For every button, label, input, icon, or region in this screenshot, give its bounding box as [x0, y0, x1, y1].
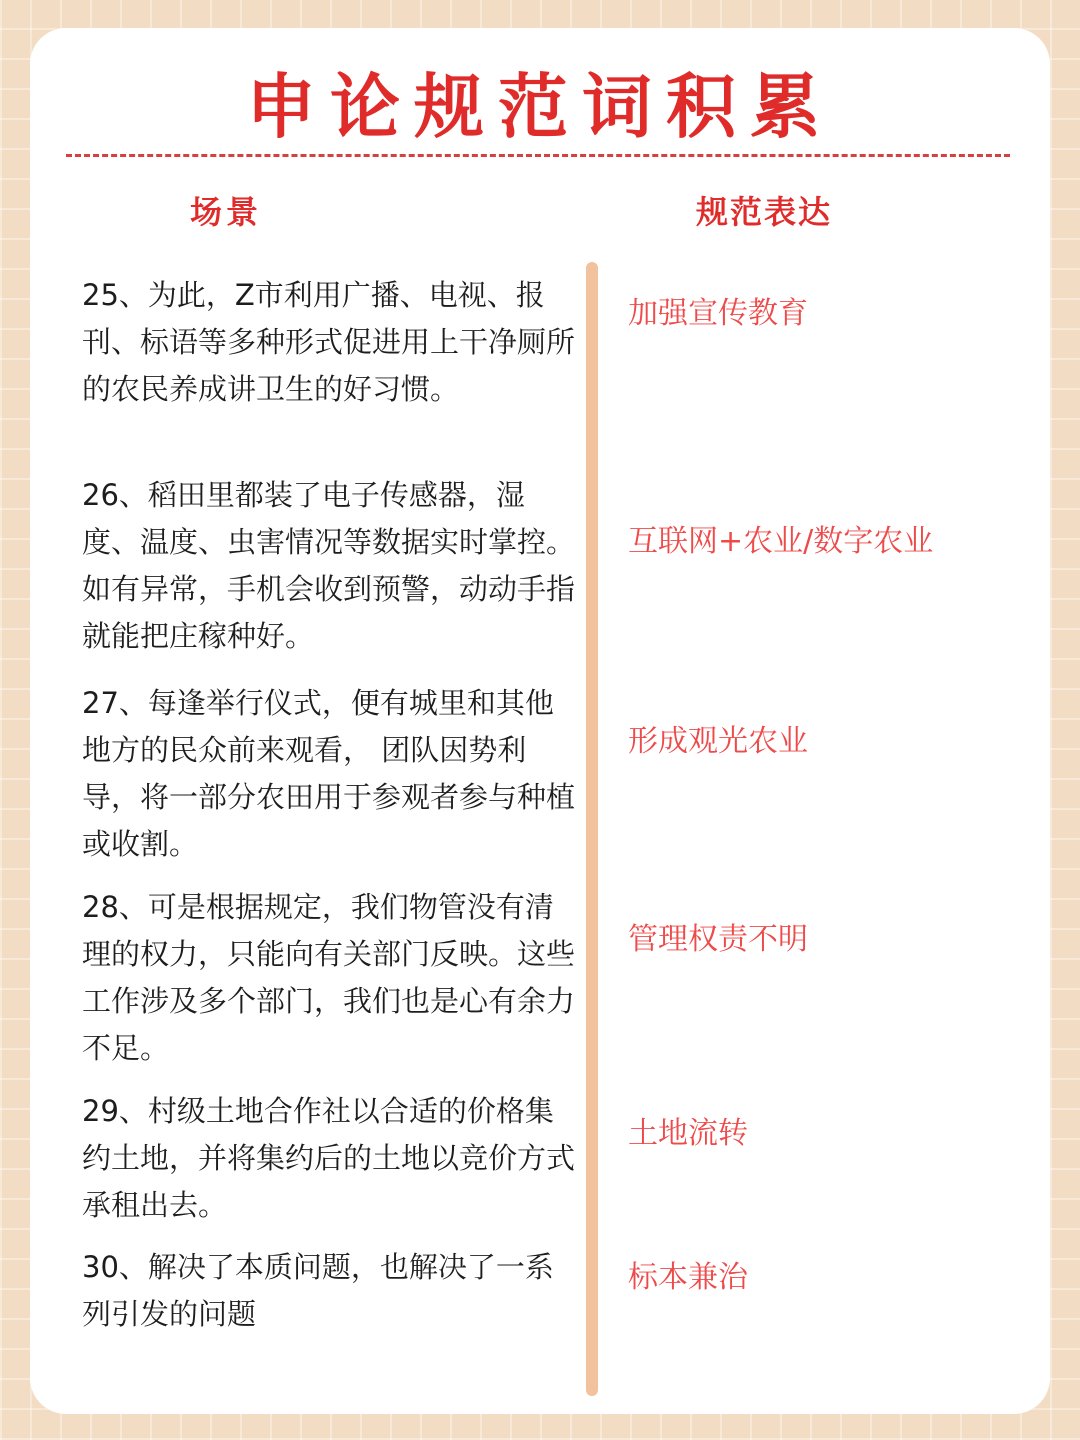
- scene-text-30: 30、解决了本质问题，也解决了一系列引发的问题: [82, 1250, 554, 1331]
- title-divider: [66, 154, 1010, 157]
- expression-text-28: 管理权责不明: [628, 922, 808, 957]
- column-divider: [586, 262, 598, 1396]
- expression-text-26: 互联网+农业/数字农业: [628, 524, 934, 559]
- expression-text-30: 标本兼治: [628, 1260, 748, 1295]
- scene-text-29: 29、村级土地合作社以合适的价格集约土地，并将集约后的土地以竞价方式承租出去。: [82, 1094, 576, 1222]
- scene-text-27: 27、每逢举行仪式，便有城里和其他地方的民众前来观看， 团队因势利导，将一部分农田用于参观者参与种植或收割。: [82, 686, 576, 861]
- expression-text-25: 加强宣传教育: [628, 296, 808, 331]
- scene-text-26: 26、稻田里都装了电子传感器，湿度、温度、虫害情况等数据实时掌控。如有异常，手机会收到预警，动动手指就能把庄稼种好。: [82, 478, 576, 653]
- column-header-expression: 规范表达: [696, 193, 833, 231]
- scene-text-28: 28、可是根据规定，我们物管没有清理的权力，只能向有关部门反映。这些工作涉及多个部门，我们也是心有余力不足。: [82, 890, 576, 1065]
- page-title: 申论规范词积累: [246, 65, 834, 148]
- expression-text-27: 形成观光农业: [628, 724, 808, 759]
- expression-text-29: 土地流转: [628, 1116, 748, 1151]
- column-header-scene: 场景: [190, 193, 263, 231]
- scene-text-25: 25、为此，Z市利用广播、电视、报刊、标语等多种形式促进用上干净厕所的农民养成讲卫生的好习惯。: [82, 278, 576, 406]
